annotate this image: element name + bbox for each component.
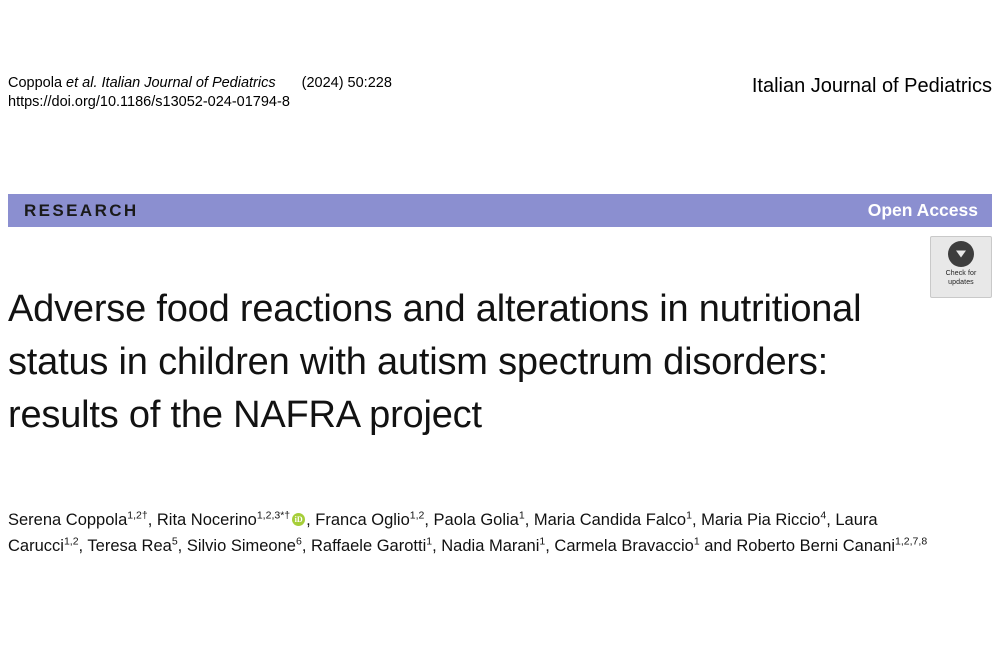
author-affiliation-marker: 1 (518, 509, 525, 522)
doi-link[interactable]: https://doi.org/10.1186/s13052-024-01794-8 (8, 94, 290, 110)
article-type-banner (8, 194, 992, 227)
citation-authors: Coppola (8, 75, 67, 91)
author-affiliation-marker: 1,2† (127, 509, 148, 522)
author-affiliation-marker: 1 (539, 535, 546, 547)
author-affiliation-marker: 1,2 (409, 509, 425, 522)
citation-year-volume: (2024) 50:228 (301, 75, 392, 91)
author-name[interactable]: Rita Nocerino (156, 511, 257, 529)
running-head (8, 74, 992, 124)
crossmark-line2: updates (948, 278, 974, 286)
author-name[interactable]: Teresa Rea (87, 536, 172, 555)
crossmark-line1: Check for (945, 270, 977, 277)
page-title: Adverse food reactions and alterations in nutritional status in children with autism spectrum disorders: results of the NAFRA project (8, 288, 862, 437)
open-access-label: Open Access (867, 200, 978, 220)
citation-line (8, 74, 392, 112)
author-name[interactable]: Silvio Simeone (186, 536, 296, 555)
author-affiliation-marker: 1,2,7,8 (895, 535, 928, 547)
author-affiliation-marker: 1,2,3*† (256, 509, 291, 522)
orcid-icon[interactable] (292, 513, 305, 526)
journal-title: Italian Journal of Pediatrics (751, 75, 992, 97)
author-affiliation-marker: 5 (171, 535, 178, 547)
author-name[interactable]: Paola Golia (433, 511, 519, 529)
author-affiliation-marker: 1 (426, 535, 433, 547)
author-affiliation-marker: 6 (295, 535, 302, 547)
author-name[interactable]: Roberto Berni Canani (736, 536, 896, 555)
author-name[interactable]: Nadia Marani (441, 536, 540, 555)
author-list: Serena Coppola$^{1,2\dagger}$, Rita Nocerino$^{1,2,3*\dagger}$ iD , Franca Oglio$^{1,2}$, Paola Golia$^1$, Maria Candida Falco$^1$, Maria Pia Riccio$^4$, Laura Carucci$^{1,2}$, Teresa Rea$^5$, Silvio Simeone$^6$, Raffaele Garotti$^1$, Nadia Marani$^1$, Carmela Bravaccio$^1$ and Roberto Berni Canani$^{1,2,7,8}$ (8, 508, 953, 559)
author-name[interactable]: Maria Pia Riccio (701, 511, 821, 529)
author-name[interactable]: Laura Carucci (8, 511, 878, 555)
author-name[interactable]: Franca Oglio (315, 511, 410, 529)
citation-journal-italic: et al. Italian Journal of Pediatrics (66, 75, 276, 91)
check-for-updates-badge[interactable] (930, 236, 992, 298)
article-type-label: RESEARCH (24, 200, 139, 220)
crossmark-icon (948, 241, 974, 267)
author-affiliation-marker: 1,2 (63, 535, 79, 547)
author-affiliation-marker: 1 (686, 509, 692, 522)
author-name[interactable]: Carmela Bravaccio (554, 536, 694, 555)
author-affiliation-marker: 1 (693, 535, 700, 547)
author-name[interactable]: Raffaele Garotti (310, 536, 427, 555)
author-affiliation-marker: 4 (820, 509, 827, 522)
crossmark-label (946, 270, 977, 287)
author-name[interactable]: Serena Coppola (8, 511, 128, 529)
author-name[interactable]: Maria Candida Falco (533, 511, 687, 529)
